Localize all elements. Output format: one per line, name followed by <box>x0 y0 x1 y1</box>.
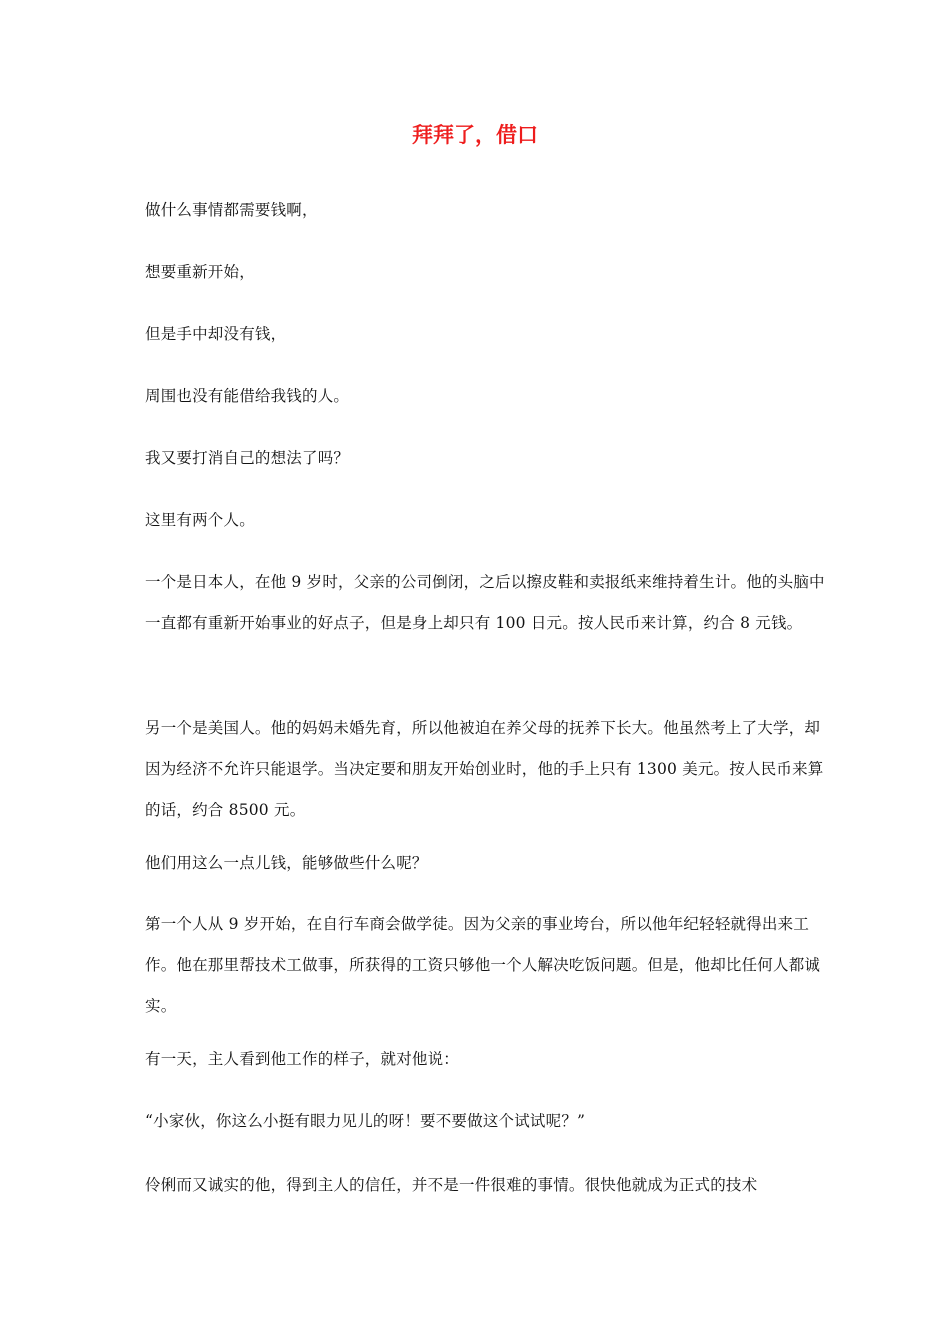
paragraph: 一个是日本人，在他 9 岁时，父亲的公司倒闭，之后以擦皮鞋和卖报纸来维持着生计。他的头脑中一直都有重新开始事业的好点子，但是身上却只有 100 日元。按人民币来计算，约合 8 元钱。 <box>145 573 825 632</box>
paragraph: 伶俐而又诚实的他，得到主人的信任，并不是一件很难的事情。很快他就成为正式的技术 <box>145 1176 758 1194</box>
paragraph: 周围也没有能借给我钱的人。 <box>145 387 350 405</box>
paragraph: 他们用这么一点儿钱，能够做些什么呢？ <box>145 854 428 872</box>
paragraph: 做什么事情都需要钱啊， <box>145 201 318 219</box>
paragraph: 第一个人从 9 岁开始，在自行车商会做学徒。因为父亲的事业垮台，所以他年纪轻轻就得出来工作。他在那里帮技术工做事，所获得的工资只够他一个人解决吃饭问题。但是，他却比任何人都诚实。 <box>145 915 821 1015</box>
paragraph: “小家伙，你这么小挺有眼力见儿的呀！要不要做这个试试呢？” <box>145 1112 586 1130</box>
paragraph: 有一天，主人看到他工作的样子，就对他说： <box>145 1050 460 1068</box>
paragraph: 我又要打消自己的想法了吗？ <box>145 449 350 467</box>
paragraph: 但是手中却没有钱， <box>145 325 287 343</box>
document-title: 拜拜了，借口 <box>412 123 538 147</box>
paragraph: 想要重新开始， <box>145 263 255 281</box>
paragraph: 这里有两个人。 <box>145 511 255 529</box>
paragraph: 另一个是美国人。他的妈妈未婚先育，所以他被迫在养父母的抚养下长大。他虽然考上了大学，却因为经济不允许只能退学。当决定要和朋友开始创业时，他的手上只有 1300 美元。按人民币来算的话，约合 8500 元。 <box>145 719 824 819</box>
